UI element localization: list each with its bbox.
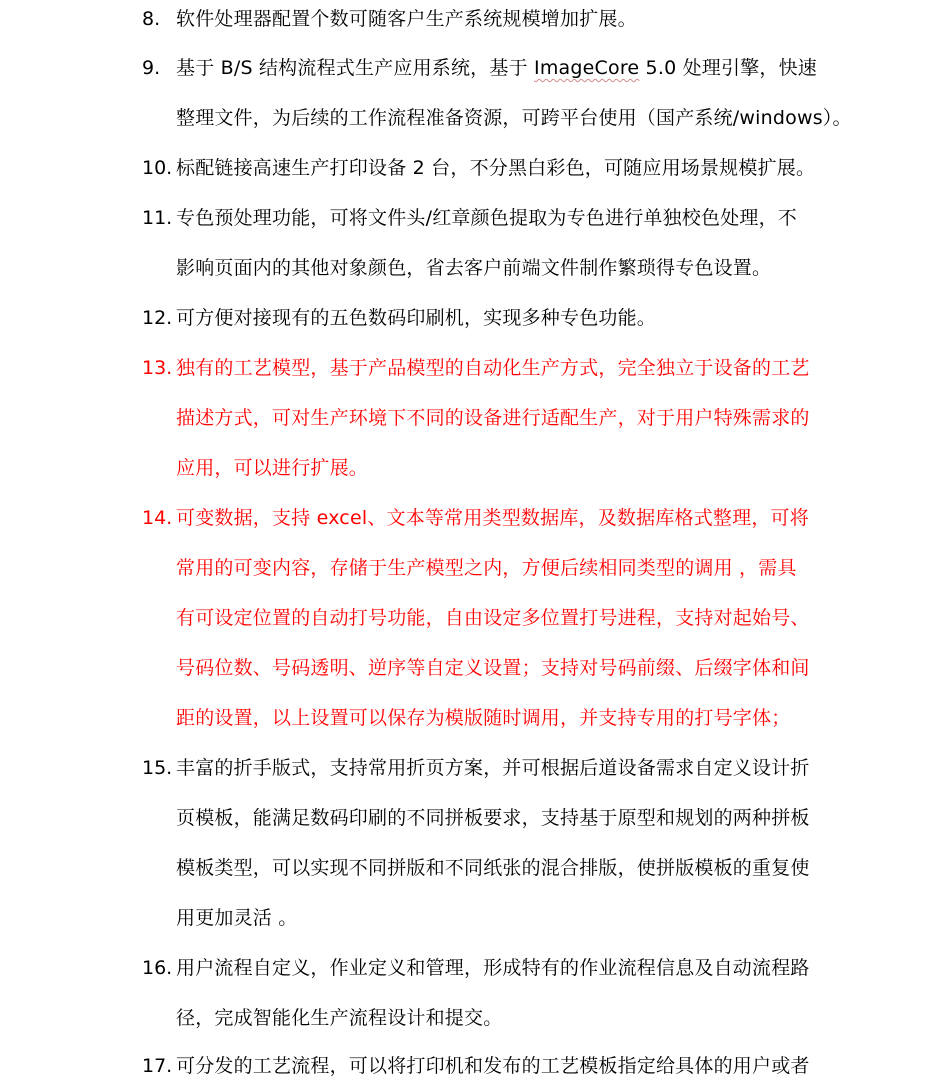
list-item-9 [142, 43, 852, 143]
item-number: 8. [142, 8, 161, 30]
item-line: 可变数据，支持 excel、文本等常用类型数据库，及数据库格式整理，可将 [176, 507, 809, 529]
spellcheck-marked-word: ImageCore [534, 57, 640, 79]
list-item-14 [142, 493, 822, 743]
list-item-12 [142, 293, 822, 343]
item-line: 号码位数、号码透明、逆序等自定义设置；支持对号码前缀、后缀字体和间 [176, 657, 810, 679]
item-line: 用更加灵活 。 [176, 907, 298, 929]
list-item-15 [142, 743, 822, 943]
item-number: 12. [142, 307, 173, 329]
item-number: 17. [142, 1055, 173, 1077]
item-number: 9. [142, 57, 161, 79]
item-line: 常用的可变内容，存储于生产模型之内，方便后续相同类型的调用 ，需具 [176, 557, 797, 579]
item-line: 可方便对接现有的五色数码印刷机，实现多种专色功能。 [176, 307, 657, 329]
list-item-10 [142, 143, 822, 193]
item-line: 距的设置，以上设置可以保存为模版随时调用，并支持专用的打号字体； [176, 707, 791, 729]
item-line: 径，完成智能化生产流程设计和提交。 [176, 1007, 503, 1029]
item-number: 16. [142, 957, 173, 979]
list-item-13 [142, 343, 822, 493]
item-line: 可分发的工艺流程，可以将打印机和发布的工艺模板指定给具体的用户或者 [176, 1055, 810, 1077]
list-item-8 [142, 0, 822, 44]
item-line: 影响页面内的其他对象颜色，省去客户前端文件制作繁琐得专色设置。 [176, 257, 772, 279]
item-number: 13. [142, 357, 173, 379]
item-number: 15. [142, 757, 173, 779]
item-line: 整理文件，为后续的工作流程准备资源，可跨平台使用（国产系统/windows）。 [176, 107, 852, 129]
item-line: 专色预处理功能，可将文件头/红章颜色提取为专色进行单独校色处理，不 [176, 207, 798, 229]
list-item-16 [142, 943, 822, 1043]
item-line-part: 5.0 处理引擎，快速 [639, 57, 818, 79]
item-line: 软件处理器配置个数可随客户生产系统规模增加扩展。 [176, 8, 637, 30]
item-line: 应用，可以进行扩展。 [176, 457, 369, 479]
item-line: 独有的工艺模型，基于产品模型的自动化生产方式，完全独立于设备的工艺 [176, 357, 810, 379]
item-line: 模板类型，可以实现不同拼版和不同纸张的混合排版，使拼版模板的重复使 [176, 857, 810, 879]
item-number: 11. [142, 207, 173, 229]
item-line: 丰富的折手版式，支持常用折页方案，并可根据后道设备需求自定义设计折 [176, 757, 810, 779]
item-number: 10. [142, 157, 173, 179]
item-line: 用户流程自定义，作业定义和管理，形成特有的作业流程信息及自动流程路 [176, 957, 810, 979]
item-line: 页模板，能满足数码印刷的不同拼板要求，支持基于原型和规划的两种拼板 [176, 807, 810, 829]
item-number: 14. [142, 507, 173, 529]
item-line: 有可设定位置的自动打号功能，自由设定多位置打号进程，支持对起始号、 [176, 607, 810, 629]
item-line: 标配链接高速生产打印设备 2 台，不分黑白彩色，可随应用场景规模扩展。 [176, 157, 816, 179]
item-line-part: 基于 B/S 结构流程式生产应用系统，基于 [176, 57, 535, 79]
item-line [176, 43, 822, 93]
list-item-11 [142, 193, 822, 293]
item-line: 描述方式，可对生产环境下不同的设备进行适配生产，对于用户特殊需求的 [176, 407, 810, 429]
list-item-17 [142, 1041, 822, 1091]
